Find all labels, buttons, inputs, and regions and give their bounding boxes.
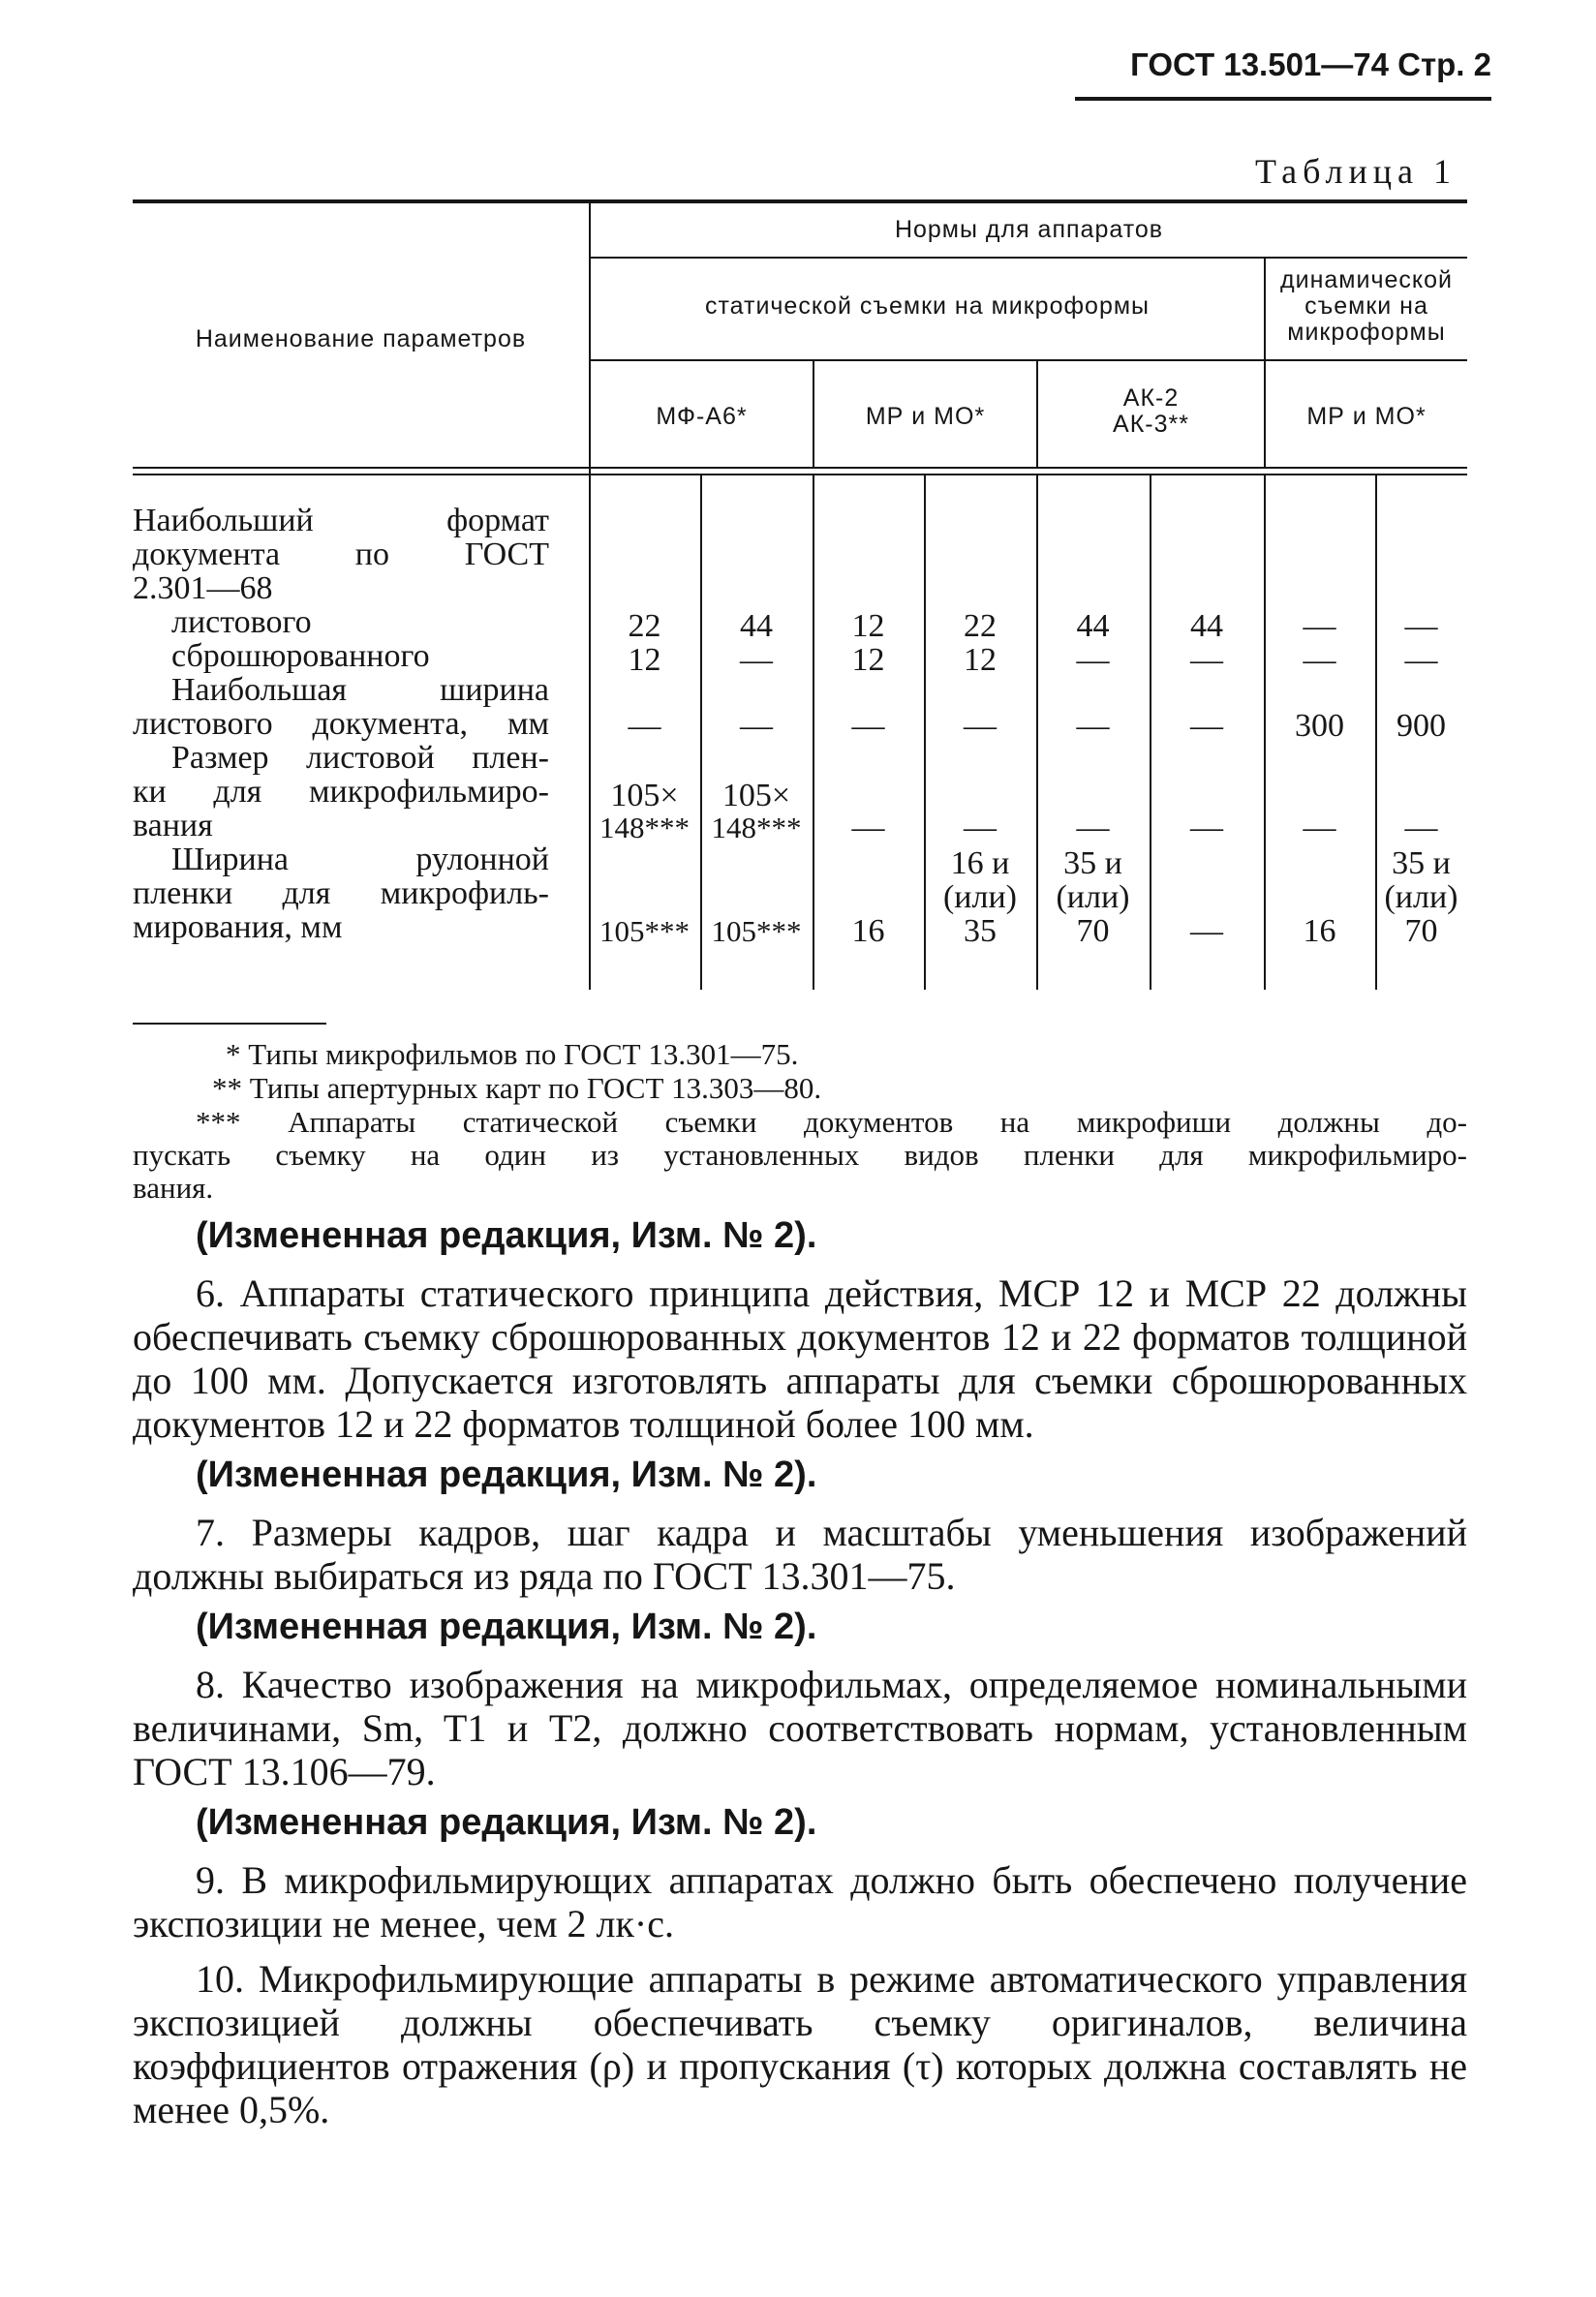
- value-cell: —: [964, 708, 997, 744]
- param-line: Размер листовой плен-: [171, 740, 549, 776]
- value-cell: 148***: [599, 811, 690, 844]
- paragraph-6: 6. Аппараты статического принципа действия, МСР 12 и МСР 22 должны обеспечивать съемку сброшюрованных документов 12 и 22 форматов толщиной до 100 мм. Допускается изготовлять аппараты для съемки сброшюрованных документов 12 и 22 форматов толщиной более 100 мм.: [133, 1271, 1467, 1446]
- value-cell: —: [1303, 810, 1336, 845]
- head-ak: [1038, 385, 1264, 438]
- value-cell: 70: [1076, 913, 1110, 949]
- value-cell: —: [964, 810, 997, 845]
- value-cell: 300: [1295, 708, 1344, 744]
- head-double-rule-2: [133, 474, 1467, 475]
- value-cell: —: [1190, 810, 1223, 845]
- value-cell: —: [740, 708, 773, 744]
- amendment-note: (Измененная редакция, Изм. № 2).: [196, 1607, 817, 1647]
- value-cell: —: [1404, 810, 1438, 845]
- paragraph-10: 10. Микрофильмирующие аппараты в режиме автоматического управления экспозицией должны обеспечивать съемку оригиналов, величина коэффициентов отражения (ρ) и пропускания (τ) которых должна составлять не менее 0,5%.: [133, 1957, 1467, 2131]
- footnote-1: * Типы микрофильмов по ГОСТ 13.301—75.: [226, 1037, 799, 1071]
- param-line: Наибольшая ширина: [171, 672, 549, 708]
- value-cell: 12: [628, 642, 661, 678]
- param-line: документа по ГОСТ: [133, 536, 549, 572]
- head-mrmo: МР и МО*: [865, 403, 986, 430]
- head-mrmo-dyn: МР и МО*: [1306, 403, 1427, 430]
- value-cell: —: [1076, 810, 1110, 845]
- value-cell: 16: [1303, 913, 1336, 949]
- paragraph-9: 9. В микрофильмирующих аппаратах должно быть обеспечено получение экспозиции не менее, чем 2 лк·с.: [133, 1858, 1467, 1945]
- param-line: Наибольший формат: [133, 503, 549, 538]
- param-line: Ширина рулонной: [171, 842, 549, 877]
- value-cell: 70: [1404, 913, 1438, 949]
- footnote-3-line: *** Аппараты статической съемки документов на микрофиши должны до-: [196, 1105, 1467, 1139]
- value-cell: 16: [851, 913, 885, 949]
- head-mfa6: МФ-А6*: [656, 403, 748, 430]
- footnote-3: [133, 1106, 1467, 1205]
- value-cell: 12: [851, 642, 885, 678]
- vline-param: [589, 203, 591, 990]
- value-cell: 12: [851, 608, 885, 644]
- value-cell: (или): [942, 879, 1017, 915]
- value-cell: 35 и: [1392, 845, 1451, 881]
- value-cell: (или): [1056, 879, 1130, 915]
- value-cell: —: [1190, 708, 1223, 744]
- header-rule: [1075, 97, 1491, 101]
- value-cell: —: [1404, 608, 1438, 644]
- value-cell: 900: [1396, 708, 1446, 744]
- param-line: вания: [133, 808, 213, 843]
- value-cell: —: [1303, 642, 1336, 678]
- value-cell: —: [1190, 642, 1223, 678]
- param-line: мирования, мм: [133, 909, 343, 945]
- head-double-rule-1: [133, 467, 1467, 469]
- value-cell: —: [851, 810, 885, 845]
- value-cell: 44: [1076, 608, 1110, 644]
- norms-rule: [591, 257, 1467, 259]
- value-cell: 105×: [721, 778, 791, 813]
- head-static: статической съемки на микроформы: [704, 292, 1151, 320]
- param-roll-width: [133, 842, 549, 944]
- value-cell: 44: [1190, 608, 1223, 644]
- param-max-format: [133, 504, 549, 673]
- value-cell: 105***: [599, 914, 690, 948]
- subhead-rule: [591, 359, 1467, 361]
- footnote-2: ** Типы апертурных карт по ГОСТ 13.303—80.: [212, 1071, 822, 1105]
- value-cell: 148***: [711, 811, 802, 844]
- value-cell: (или): [1384, 879, 1458, 915]
- value-cell: 22: [628, 608, 661, 644]
- footnote-rule: [133, 1023, 326, 1025]
- value-cell: —: [851, 708, 885, 744]
- param-max-width: [133, 673, 549, 741]
- value-cell: —: [1303, 608, 1336, 644]
- value-cell: 22: [964, 608, 997, 644]
- footnote-3-line: пускать съемку на один из установленных видов пленки для микрофильмиро-: [133, 1138, 1467, 1172]
- head-dynamic-line: динамической: [1280, 266, 1453, 293]
- value-cell: —: [1076, 708, 1110, 744]
- value-cell: 105×: [610, 778, 679, 813]
- head-dynamic: [1266, 267, 1467, 346]
- value-cell: 16 и: [950, 845, 1010, 881]
- value-cell: —: [1190, 913, 1223, 949]
- value-cell: —: [740, 642, 773, 678]
- value-cell: 35 и: [1063, 845, 1122, 881]
- amendment-note: (Измененная редакция, Изм. № 2).: [196, 1455, 817, 1495]
- head-dynamic-line: съемки на: [1304, 292, 1428, 320]
- head-norms: Нормы для аппаратов: [894, 216, 1164, 243]
- value-cell: 35: [964, 913, 997, 949]
- param-bound: сброшюрованного: [171, 638, 430, 674]
- param-sheet: листового: [171, 604, 312, 640]
- value-cell: —: [1076, 642, 1110, 678]
- value-cell: 12: [964, 642, 997, 678]
- value-cell: —: [1404, 642, 1438, 678]
- value-cell: 105***: [711, 914, 802, 948]
- paragraph-7: 7. Размеры кадров, шаг кадра и масштабы уменьшения изображений должны выбираться из ряда по ГОСТ 13.301—75.: [133, 1511, 1467, 1598]
- table-top-rule: [133, 199, 1467, 203]
- param-line: пленки для микрофиль-: [133, 875, 549, 911]
- page-header: ГОСТ 13.501—74 Стр. 2: [1130, 46, 1491, 82]
- amendment-note: (Измененная редакция, Изм. № 2).: [196, 1215, 817, 1256]
- param-film-size: [133, 741, 549, 842]
- value-cell: 44: [740, 608, 773, 644]
- head-dynamic-line: микроформы: [1287, 319, 1446, 346]
- footnote-3-line: вания.: [133, 1171, 214, 1205]
- head-ak-line: АК-3**: [1113, 411, 1189, 438]
- paragraph-8: 8. Качество изображения на микрофильмах, определяемое номинальными величинами, Sm, T1 и T2, должно соответствовать нормам, установленным ГОСТ 13.106—79.: [133, 1663, 1467, 1793]
- param-line: ки для микрофильмиро-: [133, 774, 549, 810]
- value-cell: —: [628, 708, 661, 744]
- param-line: листового документа, мм: [133, 706, 549, 742]
- param-line: 2.301—68: [133, 570, 273, 606]
- table-caption: Таблица 1: [1255, 152, 1457, 191]
- head-ak-line: АК-2: [1122, 384, 1180, 412]
- head-param: Наименование параметров: [195, 325, 527, 352]
- body-text: [133, 1207, 1467, 2131]
- amendment-note: (Измененная редакция, Изм. № 2).: [196, 1802, 817, 1843]
